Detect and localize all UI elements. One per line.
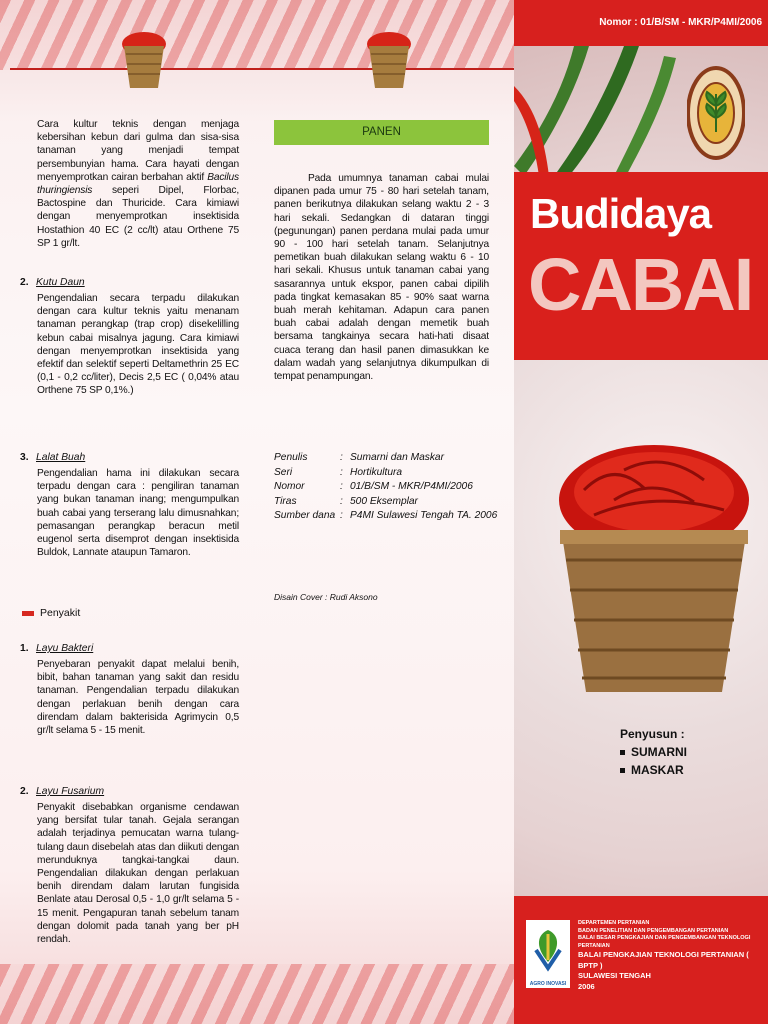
author-item: MASKAR [620,761,687,779]
item-text: Pengendalian hama ini dilakukan secara terpadu dengan cara : pengiliran tanaman yang bukan tanaman inang; mengumpulkan buah cabai yang terserang lalu dimusnahkan; pemasangan perangkap beracun metil eugenol serta disemprot dengan insektisida Buldok, Lannate ataupun Tamaron. [37,468,239,559]
meta-row: Nomor : 01/B/SM - MKR/P4MI/2006 [274,481,473,493]
bullet-icon [22,611,34,616]
publication-meta [274,452,497,525]
logo-caption: AGRO INOVASI [529,981,567,987]
cover-nomor: Nomor : 01/B/SM - MKR/P4MI/2006 [599,17,762,28]
bullet-icon [620,750,625,755]
chili-header-band [0,0,514,70]
meta-row: Tiras : 500 Eksemplar [274,495,418,507]
title-budidaya: Budidaya [530,190,712,237]
penyakit-heading: Penyakit [22,607,80,619]
cover-credit: Disain Cover : Rudi Aksono [274,592,378,602]
panen-paragraph: Pada umumnya tanaman cabai mulai dipanen pada umur 75 - 80 hari setelah tanam, panen berikutnya dilakukan selang waktu 2 - 3 hari sekali. Sedangkan di dataran tinggi (pegunungan) panen perdana mulai pada umur 90 - 100 hari setelah tanam. Selanjutnya pemetikan buah dilakukan selang waktu 6 - 10 hari sekali. Khusus untuk tanaman cabai yang sasarannya untuk ekspor, panen cabai dipilih pada tingkat kemasakan 85 - 90% saat warna buah merah kehitaman. Adapun cara panen buah cabai adalah dengan memetik buah bersama tangkainya secara hati-hati disaat cuaca terang dan hasil panen dimasukkan ke dalam wadah yang selanjutnya dikumpulkan di tempat penampungan. [274,173,489,383]
leaf-logo-icon [526,920,570,976]
title-cabai: CABAI [528,243,753,326]
author-item: SUMARNI [620,743,687,761]
disease-text: Penyebaran penyakit dapat melalui benih, bibit, bahan tanaman yang sakit dan residu tanaman. Pengendalian terpadu dilakukan dengan perlakuan benih dengan cara direndam dalam bakterisida Agrimycin 0,5 gr/lt selama 5 - 15 menit. [37,659,239,737]
institution-block: DEPARTEMEN PERTANIAN BADAN PENELITIAN DAN PENGEMBANGAN PERTANIAN BALAI BESAR PENGKAJIAN DAN PENGEMBANGAN TEKNOLOGI PERTANIAN BALAI PENGKAJIAN TEKNOLOGI PERTANIAN ( BPTP ) SULAWESI TENGAH 2006 [578,920,751,991]
department-logo [687,66,745,160]
penyusun-label: Penyusun : [620,727,685,741]
penyusun-block [620,725,687,779]
chili-footer-band [0,964,514,1024]
disease-heading: 2. Layu Fusarium [20,786,105,797]
basket-icon [120,26,168,94]
panen-heading: PANEN [274,120,489,145]
header-rule [10,68,514,70]
item-heading: 2. Kutu Daun [20,277,85,288]
meta-row: Penulis : Sumarni dan Maskar [274,452,444,463]
basket-icon [365,26,413,94]
item-text: Pengendalian secara terpadu dilakukan dengan cara kultur teknis yaitu menanam tanaman perangkap (trap crop) disekelilling kebun cabai misalnya jagung. Cara kimiawi dengan menyemprotkan insektisida yang efektif dan selektif seperti Deltamethrin 25 EC (0,1 - 0,2 cc/liter), Decis 2,5 EC ( 0,04% atau Orthene 75 SP 0,1%.) [37,293,239,397]
bullet-icon [620,768,625,773]
chili-basket-image [554,430,754,700]
agro-inovasi-logo [526,920,570,988]
cover-panel [514,0,768,1024]
meta-row: Sumber dana : P4MI Sulawesi Tengah TA. 2006 [274,510,498,522]
disease-text: Penyakit disebabkan organisme cendawan yang bersifat tular tanah. Gejala serangan adalah terjadinya pemucatan warna tulang-tulang daun disebelah atas dan diikuti dengan merunduknya tangkai-tangkai daun. Pengendalian dilakukan dengan perlakuan benih direndam dalam larutan fungisida Benlate atau Derosal 0,5 - 1,0 gr/lt selama 5 - 15 menit. Pengapuran tanah sebelum tanam dengan dolomit pada tanah yang ber pH rendah. [37,802,239,946]
intro-paragraph: Cara kultur teknis dengan menjaga kebersihan kebun dari gulma dan sisa-sisa tanaman yang menjadi tempat persembunyian hama. Cara hayati dengan menyemprotkan cairan berbahan aktif Bacilus thuringiensis seperi Dipel, Florbac, Bactospine dan Thuricide. Cara kimiawi dengan menyemprotkan insektisida Hostathion 40 EC (2 cc/lt) atau Orthene 75 SP 1 gr/lt. [37,119,239,249]
meta-row: Seri : Hortikultura [274,466,403,478]
item-heading: 3. Lalat Buah [20,452,86,463]
disease-heading: 1. Layu Bakteri [20,643,94,654]
